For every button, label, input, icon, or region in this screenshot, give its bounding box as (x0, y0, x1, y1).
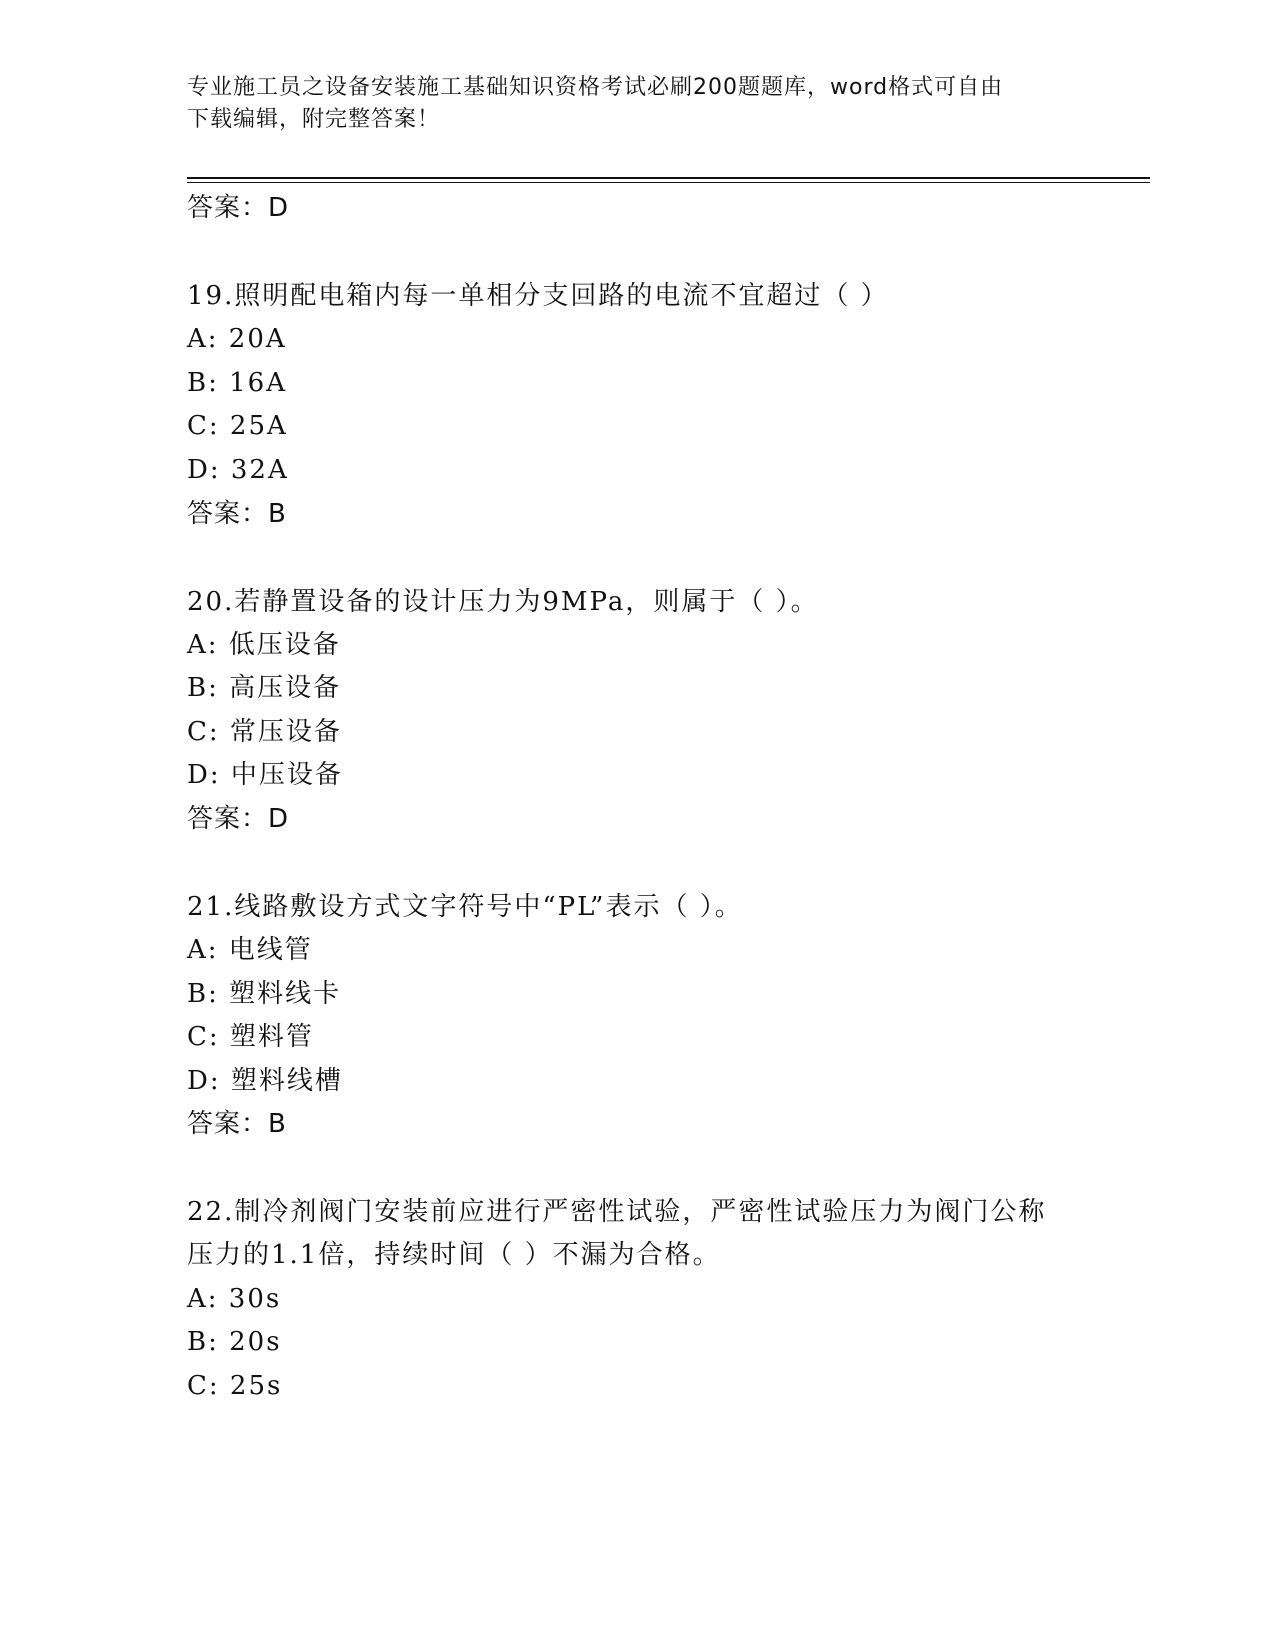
q19-option-d: D: 32A (187, 455, 289, 485)
q21-option-d: D: 塑料线槽 (187, 1066, 343, 1096)
header-divider-thick (187, 177, 1150, 179)
q19-option-a: A: 20A (187, 324, 287, 354)
document-header (187, 72, 1067, 136)
q20-stem: 20.若静置设备的设计压力为9MPa，则属于（ ）。 (187, 587, 819, 617)
q21-option-c: C: 塑料管 (187, 1022, 314, 1052)
q20-answer: 答案：D (187, 804, 290, 834)
q19-option-b: B: 16A (187, 368, 287, 398)
q22-option-a: A: 30s (187, 1284, 282, 1314)
q20-option-c: C: 常压设备 (187, 717, 342, 747)
q19-option-c: C: 25A (187, 411, 288, 441)
q20-option-a: A: 低压设备 (187, 630, 341, 660)
q19-answer: 答案：B (187, 499, 287, 529)
q19-stem: 19.照明配电箱内每一单相分支回路的电流不宜超过（ ） (187, 281, 889, 311)
header-divider-thin (187, 182, 1150, 183)
q21-stem: 21.线路敷设方式文字符号中“PL”表示（ ）。 (187, 892, 743, 922)
q20-option-d: D: 中压设备 (187, 760, 343, 790)
q22-option-c: C: 25s (187, 1371, 283, 1401)
header-line-1: 专业施工员之设备安装施工基础知识资格考试必刷200题题库，word格式可自由 (187, 75, 1004, 100)
q21-option-b: B: 塑料线卡 (187, 979, 342, 1009)
q20-option-b: B: 高压设备 (187, 673, 342, 703)
q22-stem-line-1: 22.制冷剂阀门安装前应进行严密性试验，严密性试验压力为阀门公称 (187, 1197, 1047, 1227)
q21-answer: 答案：B (187, 1109, 287, 1139)
header-line-2: 下载编辑，附完整答案！ (187, 107, 441, 132)
q21-option-a: A: 电线管 (187, 935, 313, 965)
q22-stem-line-2: 压力的1.1倍，持续时间（ ）不漏为合格。 (187, 1240, 721, 1270)
answer-prev: 答案：D (187, 193, 290, 223)
q22-option-b: B: 20s (187, 1327, 282, 1357)
